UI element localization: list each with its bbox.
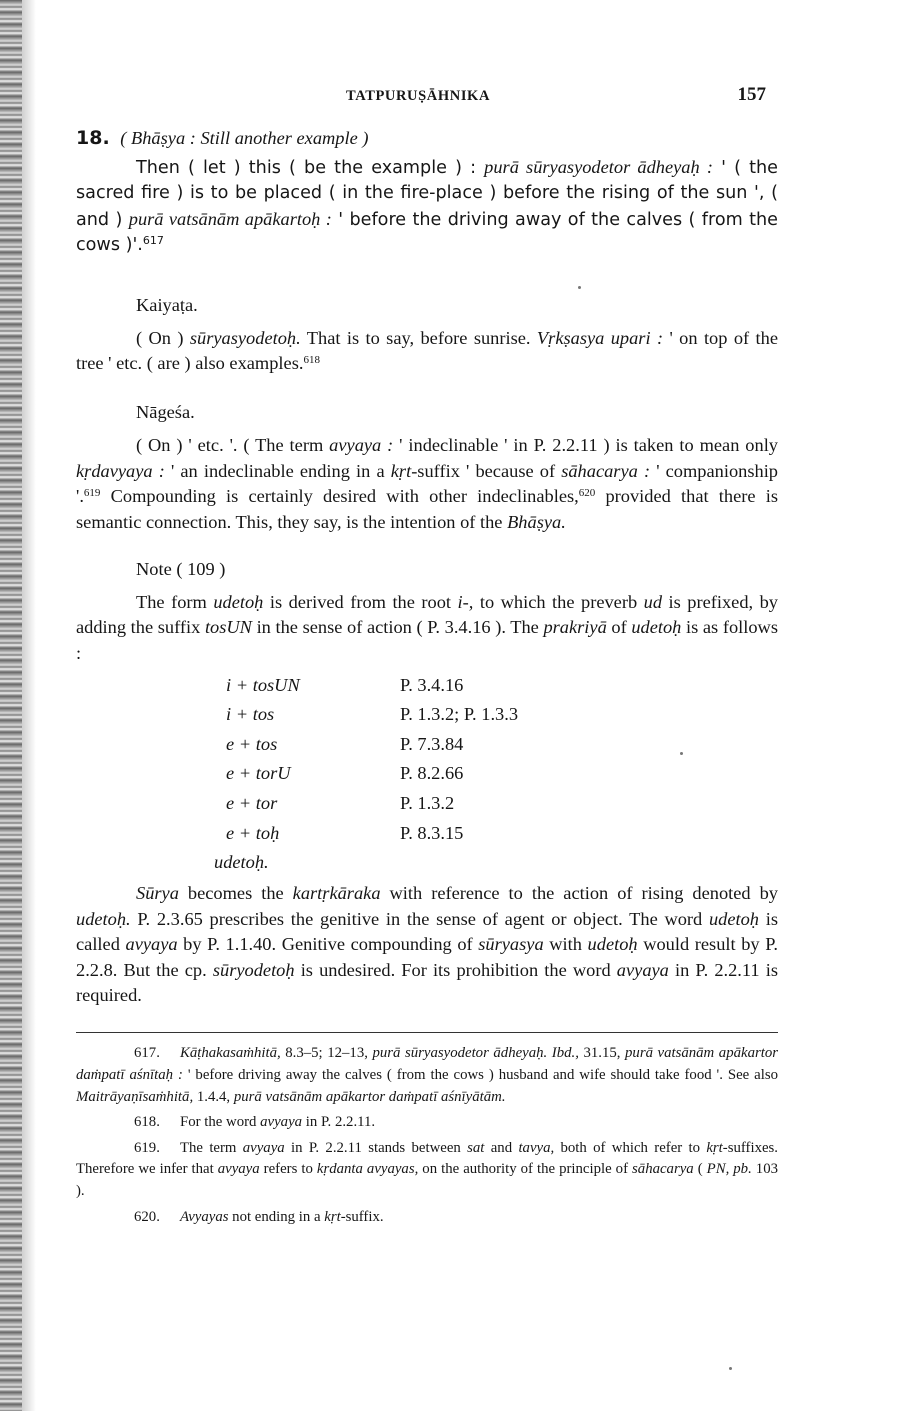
nagesa-paragraph: ( On ) ' etc. '. ( The term avyaya : ' indeclinable ' in P. 2.2.11 ) is taken to mean only kṛdavyaya : ' an indeclinable ending in a kṛt-suffix ' because of sāhacarya : ' companionship '.$^{619}$ Compounding is certainly desired with other indeclinables,$^{620}$ provided that there is semantic connection. This, they say, is the intention of the Bhāṣya.: [76, 435, 779, 532]
prakriya-form: e + tor: [226, 792, 278, 813]
prakriya-form: i + tos: [226, 704, 275, 725]
page-header: [76, 84, 778, 110]
footnote-ref-618: 618: [303, 354, 320, 367]
section-heading: [76, 126, 778, 151]
prakriya-form: i + tosUN: [226, 674, 300, 695]
prakriya-row: [226, 818, 778, 848]
note-paragraph-2: Sūrya becomes the kartṛkāraka with reference to the action of rising denoted by udetoḥ. P. 2.3.65 prescribes the genitive in the sense of agent or object. The word udetoḥ is called avyaya by P. 1.1.40. Genitive compounding of sūryasya with udetoḥ would result by P. 2.2.8. But the cp. sūryodetoḥ is undesired. For its prohibition the word avyaya in P. 2.2.11 is required.: [76, 883, 778, 1006]
footnote-617: 617. Kāṭhakasaṁhitā, 8.3–5; 12–13, purā sūryasyodetor ādheyaḥ. Ibd., 31.15, purā vatsānām apākartor daṁpatī aśnītaḥ : ' before driving away the calves ( from the cows ) husband and wife should take food '. See also Maitrāyaṇīsaṁhitā, 1.4.4, purā vatsānām apākartor daṁpatī aśnīyātām.: [76, 1045, 779, 1105]
footnote-ref-619: 619: [83, 487, 101, 500]
prakriya-form: e + torU: [226, 763, 291, 784]
prakriya-row: [226, 700, 778, 730]
kaiyata-heading: Kaiyaṭa.: [136, 294, 198, 315]
prakriya-row: [226, 789, 778, 819]
prakriya-form: e + tos: [226, 733, 278, 754]
prakriya-rule: P. 3.4.16: [400, 674, 464, 695]
nagesa-heading: Nāgeśa.: [136, 402, 195, 423]
book-binding-edge: [0, 0, 22, 1411]
book-page: [76, 84, 778, 1232]
running-title: TATPURUṢĀHNIKA: [346, 88, 491, 104]
prakriya-rule: P. 8.2.66: [400, 763, 464, 784]
footnote-ref-620: 620: [578, 487, 596, 500]
note-heading: Note ( 109 ): [136, 559, 226, 580]
page-number: 157: [737, 84, 766, 105]
prakriya-rule: P. 1.3.2; P. 1.3.3: [400, 704, 519, 725]
scan-speck: [680, 752, 683, 755]
prakriya-row: [226, 670, 778, 700]
prakriya-rule: P. 8.3.15: [400, 822, 464, 843]
footnote-620: 620. Avyayas not ending in a kṛt-suffix.: [134, 1208, 384, 1225]
section-heading-text: ( Bhāṣya : Still another example ): [120, 128, 369, 148]
binding-shadow: [22, 0, 36, 1411]
note-paragraph-1: The form udetoḥ is derived from the root i-, to which the preverb ud is prefixed, by adding the suffix tosUN in the sense of action ( P. 3.4.16 ). The prakriyā of udetoḥ is as follows :: [76, 592, 778, 663]
bhasya-paragraph: Then ( let ) this ( be the example ) : purā sūryasyodetor ādheyaḥ : ' ( the sacred fire ) is to be placed ( in the fire-place ) before the rising of the sun ', ( and ) purā vatsānām apākartoḥ : ' before the driving away of the calves ( from the cows )'.$^{617}$: [76, 157, 778, 256]
prakriya-rule: P. 7.3.84: [400, 733, 464, 754]
prakriya-row: [226, 759, 778, 789]
section-number: 18.: [76, 127, 110, 149]
footnote-divider: [76, 1032, 778, 1033]
prakriya-table: [214, 670, 778, 877]
kaiyata-paragraph: ( On ) sūryasyodetoḥ. That is to say, before sunrise. Vṛkṣasya upari : ' on top of the tree ' etc. ( are ) also examples.$^{618}$: [76, 327, 778, 374]
prakriya-row: [226, 729, 778, 759]
footnote-619: 619. The term avyaya in P. 2.2.11 stands between sat and tavya, both of which refer to kṛt-suffixes. Therefore we infer that avyaya refers to kṛdanta avyayas, on the authority of the principle of sāhacarya ( PN, pb. 103 ).: [76, 1139, 778, 1200]
footnote-ref-617: 617: [142, 234, 164, 248]
prakriya-rule: P. 1.3.2: [400, 792, 455, 813]
prakriya-form: e + toḥ: [226, 822, 280, 843]
footnote-618: 618. For the word avyaya in P. 2.2.11.: [134, 1114, 376, 1131]
scan-speck: [578, 286, 581, 289]
prakriya-result: udetoḥ.: [214, 851, 269, 872]
scan-speck: [729, 1367, 732, 1370]
